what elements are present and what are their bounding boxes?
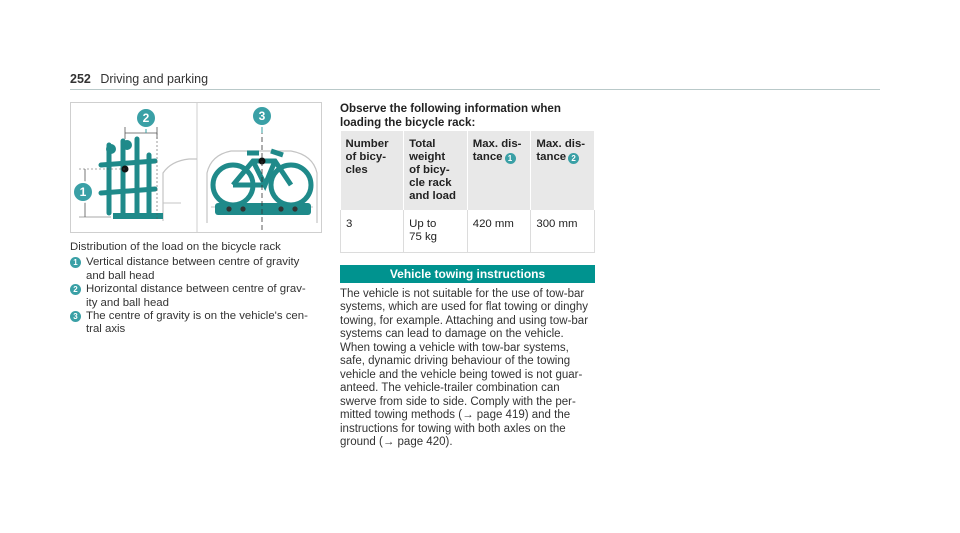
figure-legend — [70, 241, 330, 337]
table-header-cell — [467, 131, 531, 210]
header-line-text: tance — [536, 151, 567, 163]
header-line: Total — [409, 138, 436, 150]
body-line: swerve from side to side. Comply with the per- — [340, 395, 576, 408]
body-line: anteed. The vehicle-trailer combination can — [340, 382, 560, 395]
cell-line: 420 mm — [472, 218, 514, 230]
callout-2 — [136, 108, 156, 128]
page-link-420[interactable]: ground (→ page 420). — [340, 435, 453, 448]
table-header-cell — [531, 131, 595, 210]
bicycle-rack-figure — [70, 102, 322, 233]
table-cell — [341, 210, 404, 253]
bicycle-rack-table — [340, 131, 595, 253]
legend-line: Vertical distance between centre of gravity — [86, 256, 300, 269]
legend-line: ity and ball head — [86, 296, 169, 309]
table-header-cell — [404, 131, 468, 210]
figure-caption: Distribution of the load on the bicycle rack — [70, 241, 281, 253]
header-line: Max. dis- — [536, 138, 586, 150]
page-number: 252 — [70, 72, 91, 86]
body-line: systems, which are used for flat towing or dinghy — [340, 301, 589, 314]
header-divider — [70, 89, 880, 90]
body-line: systems can lead to damage on the vehicle. — [340, 328, 564, 341]
cell-line: Up to — [409, 218, 437, 230]
body-line: vehicle and the vehicle being towed is not guar- — [340, 368, 583, 381]
bicycle-rack-illustration — [71, 103, 321, 232]
table-header-row — [341, 131, 595, 210]
header-line-text: tance — [472, 151, 503, 163]
legend-badge-1: 1 — [70, 257, 81, 268]
header-line: of bicy- — [409, 164, 450, 176]
header-line: of bicy- — [345, 151, 387, 163]
legend-item-1 — [70, 256, 330, 283]
cell-line: 3 — [346, 218, 353, 230]
callout-3-label: 3 — [258, 109, 266, 123]
callout-1 — [73, 182, 93, 202]
header-line: weight — [409, 151, 446, 163]
page-link-419[interactable]: mitted towing methods (→ page 419) and the — [340, 409, 571, 422]
body-line: When towing a vehicle with tow-bar systems, — [340, 341, 569, 354]
body-line: towing, for example. Attaching and using tow-bar — [340, 314, 589, 327]
legend-item-3 — [70, 310, 330, 337]
body-line: safe, dynamic driving behaviour of the towing — [340, 355, 571, 368]
legend-line: Horizontal distance between centre of grav- — [86, 283, 306, 296]
cell-line: 75 kg — [409, 231, 437, 243]
table-row — [341, 210, 595, 253]
table-cell — [467, 210, 531, 253]
header-line: cle rack — [409, 177, 452, 189]
intro-line: loading the bicycle rack: — [340, 115, 476, 129]
cell-line: 300 mm — [536, 218, 578, 230]
legend-line: The centre of gravity is on the vehicle's cen- — [86, 310, 308, 323]
header-badge-1: 1 — [505, 153, 516, 164]
section-title: Driving and parking — [100, 72, 209, 86]
legend-badge-3: 3 — [70, 311, 81, 322]
towing-section-heading: Vehicle towing instructions — [340, 265, 595, 283]
page-header — [70, 72, 208, 86]
header-line — [536, 151, 589, 164]
intro-line: Observe the following information when — [340, 102, 561, 115]
header-badge-2: 2 — [568, 153, 579, 164]
body-line: instructions for towing with both axles on the — [340, 422, 566, 435]
rack-loading-intro — [340, 102, 600, 129]
legend-line: tral axis — [86, 323, 126, 336]
body-line: The vehicle is not suitable for the use of tow-bar — [340, 288, 585, 300]
legend-item-2 — [70, 283, 330, 310]
legend-badge-2: 2 — [70, 284, 81, 295]
callout-1-label: 1 — [79, 185, 87, 199]
table-header-cell — [341, 131, 404, 210]
header-line: and load — [409, 190, 456, 202]
table-cell — [531, 210, 595, 253]
callout-2-label: 2 — [142, 111, 150, 125]
header-line: Max. dis- — [472, 138, 522, 150]
header-line — [473, 151, 526, 164]
header-line: cles — [345, 164, 368, 176]
callout-3 — [252, 106, 272, 126]
header-line: Number — [345, 138, 389, 150]
towing-instructions-text — [340, 288, 598, 449]
legend-line: and ball head — [86, 269, 155, 282]
table-cell — [404, 210, 468, 253]
